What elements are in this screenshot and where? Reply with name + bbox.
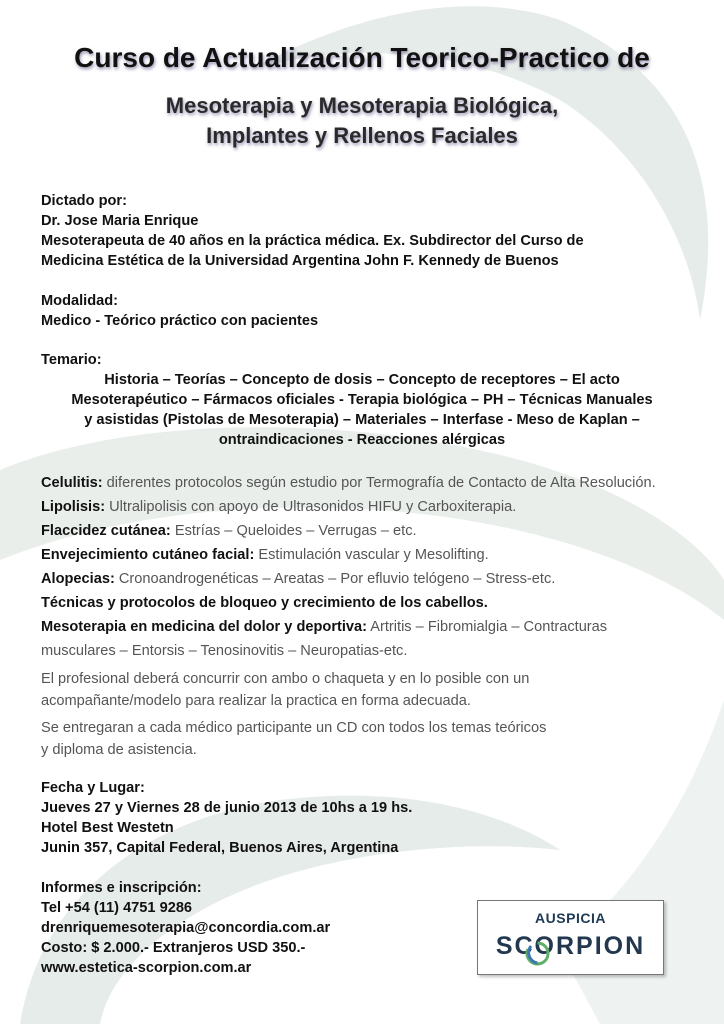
main-title: Curso de Actualización Teorico-Practico de	[74, 42, 650, 73]
swirl-icon	[525, 941, 550, 966]
topic-item	[41, 615, 701, 639]
instructor-desc-2: Medicina Estética de la Universidad Argentina John F. Kennedy de Buenos	[41, 253, 559, 269]
temario-body	[20, 370, 704, 450]
topic-label: Celulitis:	[41, 475, 103, 491]
topic-item	[41, 495, 701, 519]
topic-item	[41, 519, 701, 543]
instructor-desc-1: Mesoterapeuta de 40 años en la práctica médica. Ex. Subdirector del Curso de	[41, 233, 584, 249]
subtitle-line-2: Implantes y Rellenos Faciales	[206, 123, 518, 148]
notes-paragraph-1	[41, 668, 701, 712]
note-line: acompañante/modelo para realizar la practica en forma adecuada.	[41, 693, 471, 709]
topic-text: Artritis – Fibromialgia – Contracturas	[367, 619, 608, 635]
topic-text: Ultralipolisis con apoyo de Ultrasonidos HIFU y Carboxiterapia.	[105, 499, 517, 515]
topic-item	[41, 591, 701, 615]
dictado-section	[41, 191, 701, 271]
informes-web: www.estetica-scorpion.com.ar	[41, 960, 252, 976]
temario-heading: Temario:	[41, 352, 102, 368]
note-line: El profesional deberá concurrir con ambo o chaqueta y en lo posible con un	[41, 671, 530, 687]
fecha-heading: Fecha y Lugar:	[41, 780, 145, 796]
fecha-date: Jueves 27 y Viernes 28 de junio 2013 de 10hs a 19 hs.	[41, 800, 413, 816]
topic-text: Estrías – Queloides – Verrugas – etc.	[170, 523, 417, 539]
dictado-heading: Dictado por:	[41, 193, 127, 209]
modalidad-value: Medico - Teórico práctico con pacientes	[41, 313, 319, 329]
informes-section	[41, 878, 461, 978]
topic-continuation: musculares – Entorsis – Tenosinovitis – Neuropatias-etc.	[41, 643, 408, 659]
sponsor-logo	[477, 900, 664, 975]
note-line: y diploma de asistencia.	[41, 742, 197, 758]
temario-line: ontraindicaciones - Reacciones alérgicas	[218, 432, 506, 448]
informes-cost: Costo: $ 2.000.- Extranjeros USD 350.-	[41, 940, 306, 956]
temario-line: Historia – Teorías – Concepto de dosis – Concepto de receptores – El acto	[104, 372, 620, 388]
modalidad-heading: Modalidad:	[41, 293, 119, 309]
subtitle-line-1: Mesoterapia y Mesoterapia Biológica,	[165, 93, 559, 118]
topic-text: Cronoandrogenéticas – Areatas – Por efluvio telógeno – Stress-etc.	[114, 571, 556, 587]
topic-label: Lipolisis:	[41, 499, 106, 515]
sponsor-label: AUSPICIA	[535, 910, 606, 926]
fecha-section	[41, 778, 701, 858]
topic-item	[41, 471, 701, 495]
informes-email: drenriquemesoterapia@concordia.com.ar	[41, 920, 331, 936]
instructor-name: Dr. Jose Maria Enrique	[41, 213, 199, 229]
topic-label: Técnicas y protocolos de bloqueo y crecimiento de los cabellos.	[41, 595, 488, 611]
topic-label: Flaccidez cutánea:	[41, 523, 171, 539]
note-line: Se entregaran a cada médico participante un CD con todos los temas teóricos	[41, 720, 547, 736]
temario-section	[41, 350, 701, 370]
modalidad-section	[41, 291, 701, 331]
subtitle	[0, 91, 724, 151]
fecha-venue: Hotel Best Westetn	[41, 820, 174, 836]
fecha-address: Junin 357, Capital Federal, Buenos Aires, Argentina	[41, 840, 399, 856]
informes-tel: Tel +54 (11) 4751 9286	[41, 900, 193, 916]
temario-line: Mesoterapéutico – Fármacos oficiales - Terapia biológica – PH – Técnicas Manuales	[71, 392, 653, 408]
topic-label: Alopecias:	[41, 571, 115, 587]
topics-list	[41, 471, 701, 663]
topic-item	[41, 543, 701, 567]
sponsor-brand: SCORPION	[495, 932, 646, 960]
temario-line: y asistidas (Pistolas de Mesoterapia) – Materiales – Interfase - Meso de Kaplan –	[84, 412, 640, 428]
topic-label: Mesoterapia en medicina del dolor y deportiva:	[41, 619, 368, 635]
topic-text: diferentes protocolos según estudio por Termografía de Contacto de Alta Resolución.	[102, 475, 656, 491]
informes-heading: Informes e inscripción:	[41, 880, 202, 896]
topic-text: Estimulación vascular y Mesolifting.	[254, 547, 489, 563]
topic-label: Envejecimiento cutáneo facial:	[41, 547, 255, 563]
topic-item	[41, 567, 701, 591]
notes-paragraph-2	[41, 717, 701, 761]
